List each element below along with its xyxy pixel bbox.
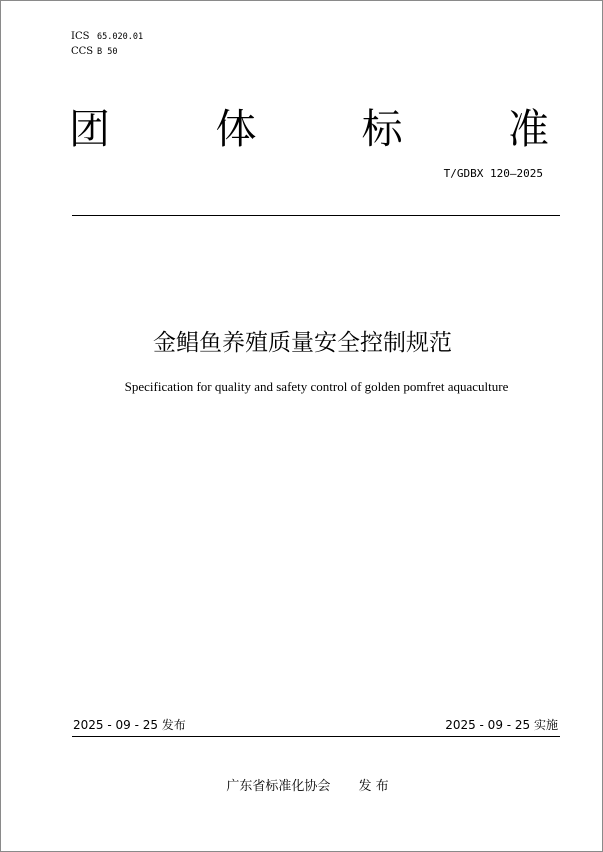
bottom-divider <box>72 736 560 737</box>
publisher-line <box>1 778 603 796</box>
issue-date: 2025 - 09 - 25 发布 <box>73 718 186 732</box>
document-title-english: Specification for quality and safety control of golden pomfret aquaculture <box>124 379 509 394</box>
implementation-date: 2025 - 09 - 25 实施 <box>445 718 558 732</box>
publish-action: 发 布 <box>358 779 389 794</box>
title-char: 体 <box>215 105 257 153</box>
ccs-label: CCS <box>71 46 94 57</box>
title-char: 标 <box>361 105 403 153</box>
document-title-chinese: 金鲳鱼养殖质量安全控制规范 <box>153 330 452 356</box>
ics-code <box>71 31 143 43</box>
ccs-value: B 50 <box>97 47 118 57</box>
title-char: 准 <box>507 105 549 153</box>
ics-value: 65.020.01 <box>97 32 144 42</box>
standard-type-title <box>69 101 549 157</box>
ccs-code <box>71 46 117 58</box>
title-char: 团 <box>69 105 110 153</box>
top-divider <box>72 215 560 216</box>
standard-number: T/GDBX 120—2025 <box>443 167 543 180</box>
publisher-name: 广东省标准化协会 <box>226 779 331 794</box>
ics-label: ICS <box>71 31 90 42</box>
